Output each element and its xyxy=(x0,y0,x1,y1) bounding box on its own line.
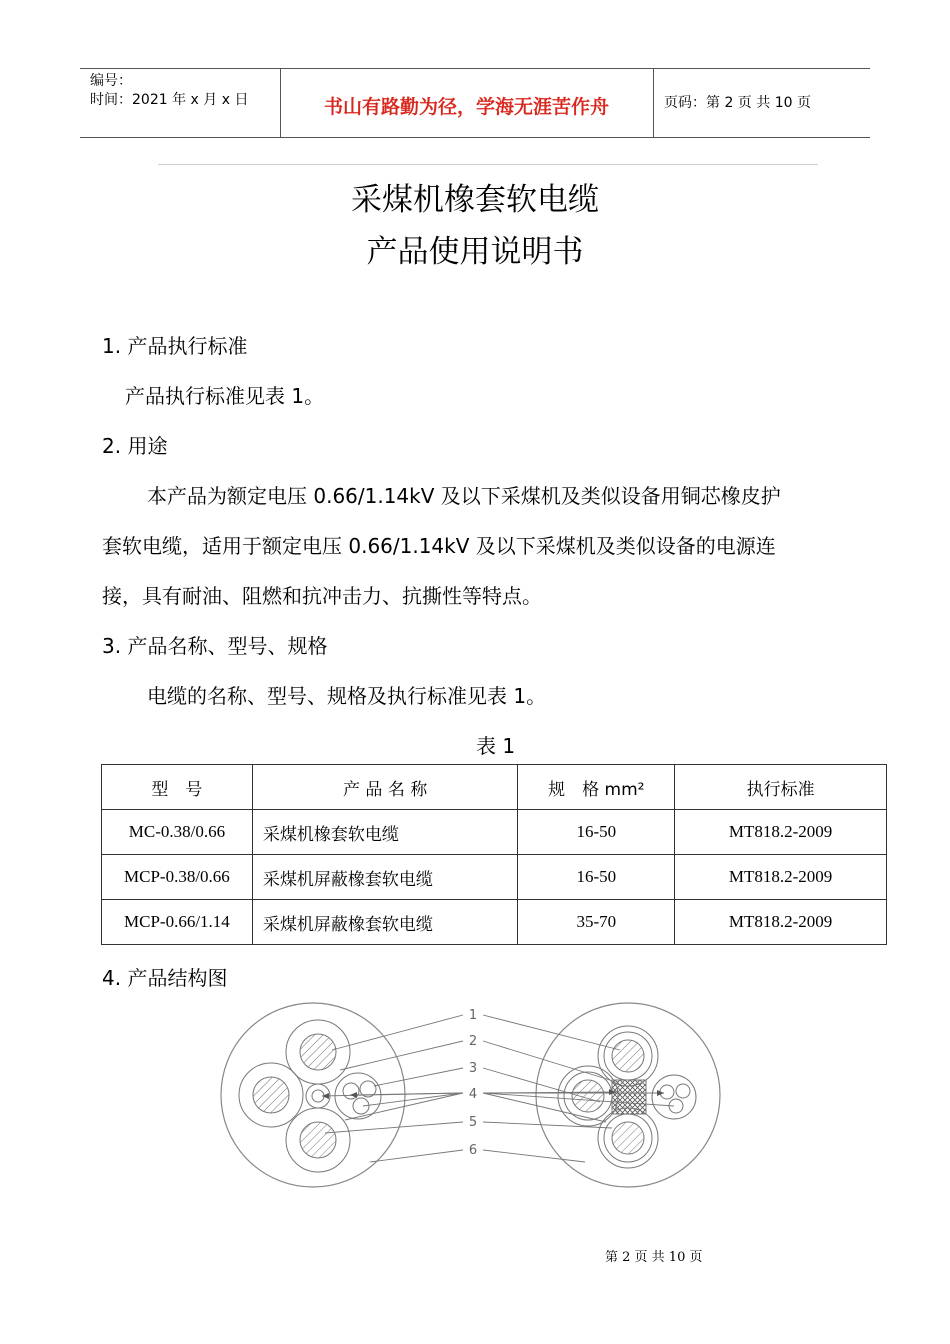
section1-text: 产品执行标准见表 1。 xyxy=(125,384,325,408)
cell-standard: MT818.2-2009 xyxy=(675,810,887,855)
diagram-label-5: 5 xyxy=(468,1115,478,1130)
header-page-cell xyxy=(654,69,870,137)
table-row xyxy=(102,900,887,945)
left-core-top-conductor xyxy=(300,1034,336,1070)
motto-text: 书山有路勤为径，学海无涯苦作舟 xyxy=(323,96,609,118)
section3-heading: 3. 产品名称、型号、规格 xyxy=(102,634,328,658)
header-cell: 产 品 名 称 xyxy=(252,765,518,810)
right-control-core-2 xyxy=(676,1084,690,1098)
diagram-label-3: 3 xyxy=(468,1061,478,1076)
cell-spec: 16-50 xyxy=(518,855,675,900)
table-caption: 表 1 xyxy=(476,734,516,758)
diagram-label-2: 2 xyxy=(468,1034,478,1049)
diagram-label-6: 6 xyxy=(468,1143,478,1158)
right-control-core-1 xyxy=(660,1085,674,1099)
section2-line1: 本产品为额定电压 0.66/1.14kV 及以下采煤机及类似设备用铜芯橡皮护 xyxy=(147,484,781,508)
right-core-left-conductor xyxy=(572,1080,604,1112)
page-info: 页码：第 2 页 共 10 页 xyxy=(664,95,811,111)
spec-table xyxy=(101,764,887,945)
cell-model: MCP-0.38/0.66 xyxy=(102,855,253,900)
header-cell: 规 格 mm² xyxy=(518,765,675,810)
cell-standard: MT818.2-2009 xyxy=(675,900,887,945)
footer-page-text: 第 2 页 共 10 页 xyxy=(605,1250,703,1265)
cell-spec: 35-70 xyxy=(518,900,675,945)
header-cell: 执行标准 xyxy=(675,765,887,810)
cell-standard: MT818.2-2009 xyxy=(675,855,887,900)
header-meta xyxy=(80,69,281,137)
doc-title-line1: 采煤机橡套软电缆 xyxy=(351,182,599,218)
divider xyxy=(158,164,818,165)
table-header-row xyxy=(102,765,887,810)
section2-line3: 接，具有耐油、阻燃和抗冲击力、抗撕性等特点。 xyxy=(102,584,542,608)
cell-model: MCP-0.66/1.14 xyxy=(102,900,253,945)
cell-name: 采煤机屏蔽橡套软电缆 xyxy=(252,900,518,945)
section2-line2: 套软电缆，适用于额定电压 0.66/1.14kV 及以下采煤机及类似设备的电源连 xyxy=(102,534,776,558)
right-core-bottom-conductor xyxy=(612,1122,644,1154)
left-core-left-conductor xyxy=(253,1077,289,1113)
right-core-top-conductor xyxy=(612,1040,644,1072)
left-control-core-3 xyxy=(353,1098,369,1114)
code-label: 编号： xyxy=(90,73,132,89)
cell-name: 采煤机屏蔽橡套软电缆 xyxy=(252,855,518,900)
cell-spec: 16-50 xyxy=(518,810,675,855)
header-cell: 型 号 xyxy=(102,765,253,810)
table-row xyxy=(102,855,887,900)
diagram-label-1: 1 xyxy=(468,1008,478,1023)
cell-name: 采煤机橡套软电缆 xyxy=(252,810,518,855)
header-motto-cell xyxy=(280,69,654,137)
left-core-bottom-conductor xyxy=(300,1122,336,1158)
section1-heading: 1. 产品执行标准 xyxy=(102,334,248,358)
table-row xyxy=(102,810,887,855)
page-header xyxy=(80,68,870,138)
time-label: 时间：2021 年 x 月 x 日 xyxy=(90,92,249,108)
section4-heading: 4. 产品结构图 xyxy=(102,966,228,990)
section3-text: 电缆的名称、型号、规格及执行标准见表 1。 xyxy=(147,684,547,708)
right-center-screen xyxy=(612,1080,646,1114)
section2-heading: 2. 用途 xyxy=(102,434,168,458)
diagram-label-4: 4 xyxy=(468,1087,478,1102)
cell-model: MC-0.38/0.66 xyxy=(102,810,253,855)
cable-structure-diagram xyxy=(0,990,950,1210)
doc-title-line2: 产品使用说明书 xyxy=(366,234,584,270)
